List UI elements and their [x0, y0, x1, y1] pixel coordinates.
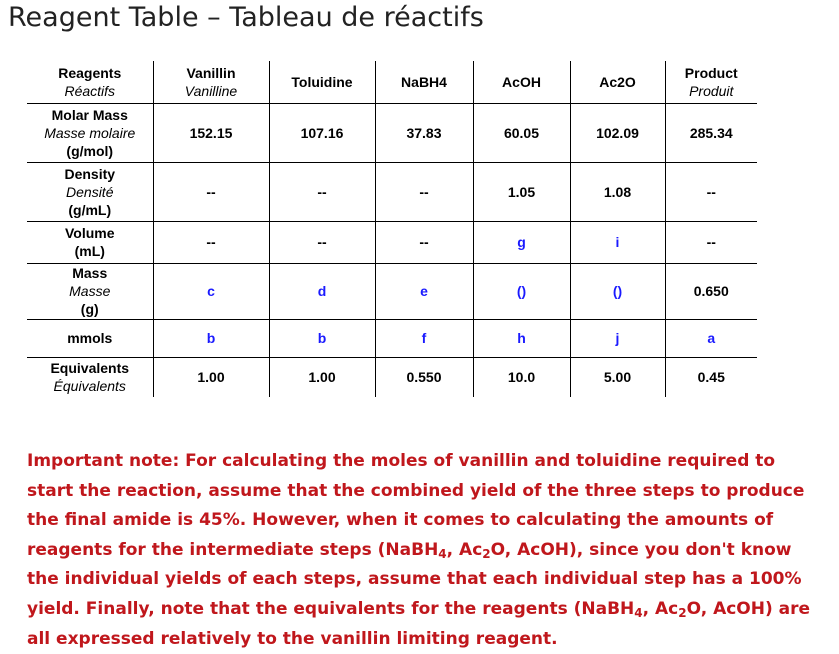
- table-cell: 60.05: [473, 103, 570, 162]
- header-reagents: Reagents Réactifs: [27, 61, 153, 103]
- table-cell: b: [269, 319, 375, 357]
- table-cell: j: [570, 319, 665, 357]
- header-row: [27, 61, 757, 103]
- table-cell: 1.00: [153, 357, 269, 397]
- table-cell: 37.83: [375, 103, 473, 162]
- table-cell: a: [665, 319, 757, 357]
- reagent-table: [27, 61, 757, 397]
- row-label: Molar Mass Masse molaire (g/mol): [27, 103, 153, 162]
- row-label: Mass Masse (g): [27, 263, 153, 319]
- table-cell: g: [473, 221, 570, 263]
- table-cell: 152.15: [153, 103, 269, 162]
- row-molar-mass: [27, 103, 757, 162]
- header-product: Product Produit: [665, 61, 757, 103]
- table-cell: 1.00: [269, 357, 375, 397]
- table-cell: 1.05: [473, 162, 570, 221]
- table-cell: 107.16: [269, 103, 375, 162]
- row-equivalents: [27, 357, 757, 397]
- table-cell: 0.650: [665, 263, 757, 319]
- table-cell: e: [375, 263, 473, 319]
- row-mass: [27, 263, 757, 319]
- row-label: Equivalents Équivalents: [50, 360, 130, 395]
- table-cell: (): [473, 263, 570, 319]
- table-cell: --: [375, 221, 473, 263]
- table-cell: 0.45: [665, 357, 757, 397]
- row-label: Volume (mL): [27, 221, 153, 263]
- header-nabh4: NaBH4: [375, 61, 473, 103]
- page-title: Reagent Table – Tableau de réactifs: [8, 2, 484, 33]
- header-acoh: AcOH: [473, 61, 570, 103]
- table-cell: --: [269, 221, 375, 263]
- row-density: [27, 162, 757, 221]
- table-cell: 285.34: [665, 103, 757, 162]
- table-cell: 5.00: [570, 357, 665, 397]
- table-cell: --: [153, 162, 269, 221]
- table-cell: 0.550: [375, 357, 473, 397]
- row-label: mmols: [27, 319, 153, 357]
- table-cell: --: [153, 221, 269, 263]
- table-cell: 1.08: [570, 162, 665, 221]
- row-mmols: [27, 319, 757, 357]
- header-ac2o: Ac2O: [570, 61, 665, 103]
- row-label: Density Densité (g/mL): [27, 162, 153, 221]
- table-cell: h: [473, 319, 570, 357]
- row-volume: [27, 221, 757, 263]
- table-cell: --: [665, 162, 757, 221]
- table-cell: --: [375, 162, 473, 221]
- table-cell: i: [570, 221, 665, 263]
- header-toluidine: Toluidine: [269, 61, 375, 103]
- table-cell: 102.09: [570, 103, 665, 162]
- table-cell: b: [153, 319, 269, 357]
- important-note: Important note: For calculating the moles of vanillin and toluidine required to start the reaction, assume that the combined yield of the three steps to produce the final amide is 45%. However, when it comes to calculating the amounts of reagents for the intermediate steps (NaBH$_4$, $Ac_2O$, AcOH), since you don't know the individual yields of each steps, assume that each individual step has a 100% yield. Finally, note that the equivalents for the reagents (NaBH$_4$, $Ac_2O$, AcOH) are all expressed relatively to the vanillin limiting reagent.: [27, 451, 811, 649]
- table-cell: 10.0: [473, 357, 570, 397]
- table-cell: (): [570, 263, 665, 319]
- table-cell: f: [375, 319, 473, 357]
- table-cell: d: [269, 263, 375, 319]
- table-cell: --: [269, 162, 375, 221]
- header-vanillin: Vanillin Vanilline: [153, 61, 269, 103]
- table-cell: --: [665, 221, 757, 263]
- table-cell: c: [153, 263, 269, 319]
